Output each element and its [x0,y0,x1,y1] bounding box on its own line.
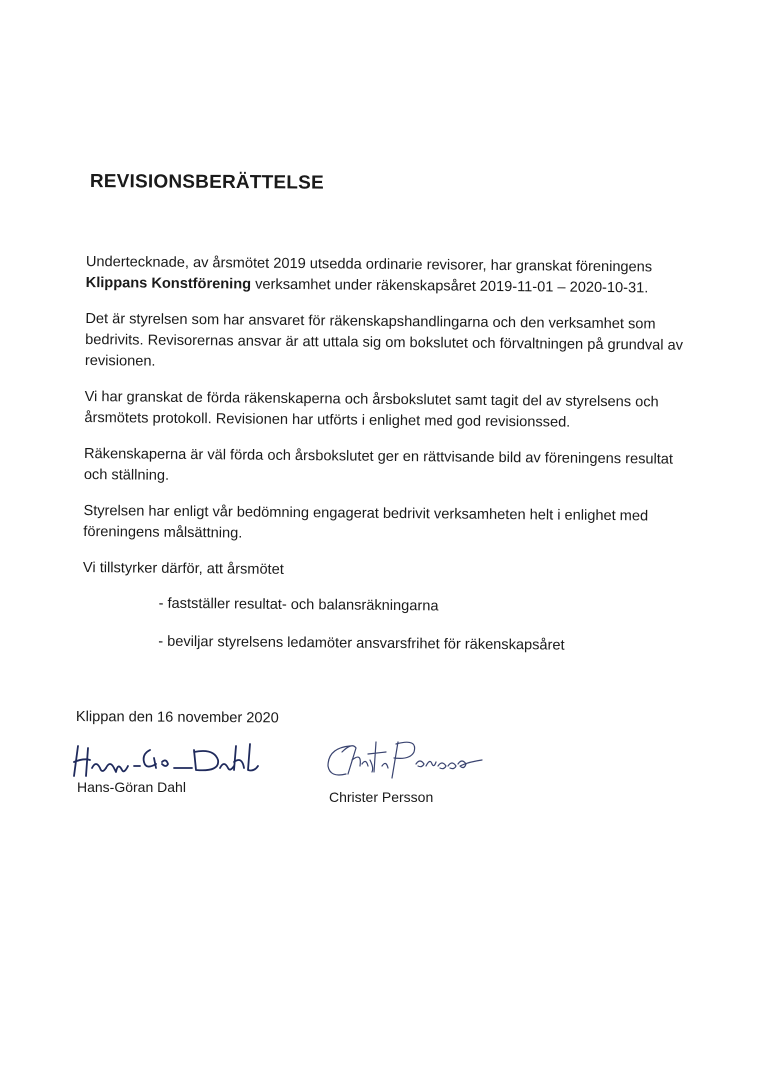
association-name: Klippans Konstförening [85,274,252,293]
paragraph-intro [86,252,686,300]
place-and-date: Klippan den 16 november 2020 [75,709,279,727]
signature-christer-persson [322,738,492,786]
signatory-name-left: Hans-Göran Dahl [77,779,186,795]
paragraph-intro-period: verksamhet under räkenskapsåret 2019-11-01 – 2020-10-31. [255,276,649,297]
paragraph-recommendation: Vi tillstyrker därför, att årsmötet [82,559,284,578]
signatory-name-right: Christer Persson [329,789,434,805]
paragraph-accounts: Räkenskaperna är väl förda och årsbokslutet ger en rättvisande bild av föreningens resultat och ställning. [83,445,674,484]
document-body [82,252,686,675]
signature-hans-goran-dahl [70,740,280,782]
paragraph-board: Styrelsen har enligt vår bedömning engagerat bedrivit verksamheten helt i enlighet med föreningens målsättning. [83,502,649,542]
recommendation-item: - fastställer resultat- och balansräkningarna [158,595,439,615]
paragraph-responsibility: Det är styrelsen som har ansvaret för räkenskapshandlingarna och den verksamhet som bedrivits. Revisorernas ansvar är att uttala sig om bokslutet och förvaltningen på grundval av revisionen. [84,310,684,370]
paragraph-audit: Vi har granskat de förda räkenskaperna och årsbokslutet samt tagit del av styrelsens och årsmötets protokoll. Revisionen har utförts i enlighet med god revisionssed. [84,388,659,431]
document-title: REVISIONSBERÄTTELSE [89,171,324,194]
paragraph-intro-text: Undertecknade, av årsmötet 2019 utsedda ordinarie revisorer, har granskat föreningens [85,253,653,276]
recommendation-item: - beviljar styrelsens ledamöter ansvarsfrihet för räkenskapsåret [158,633,565,654]
